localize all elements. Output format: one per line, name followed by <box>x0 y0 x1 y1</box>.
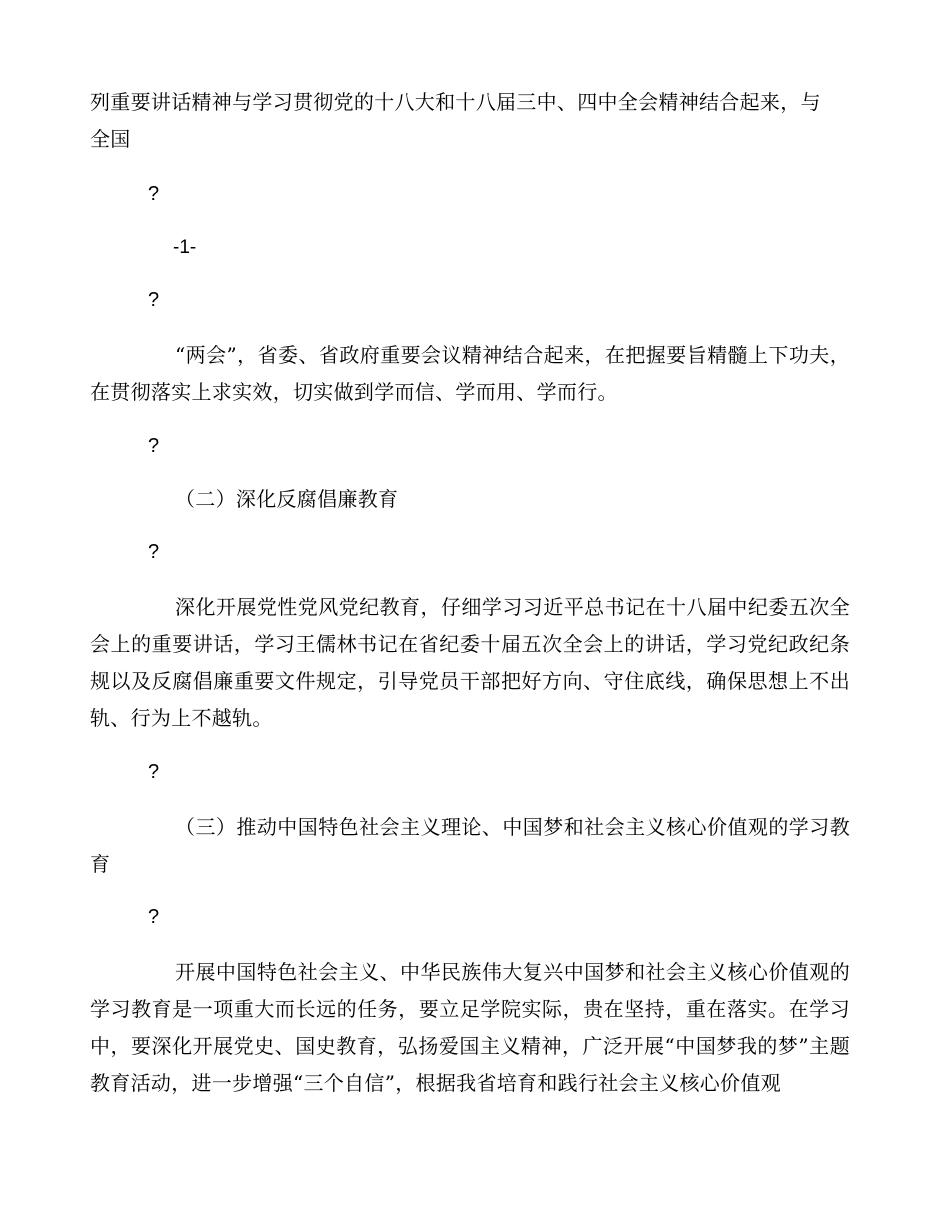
continuation-line-2: 全国 <box>90 127 131 151</box>
paragraph-chinese-dream: 开展中国特色社会主义、中华民族伟大复兴中国梦和社会主义核心价值观的学习教育是一项重大而长远的任务，要立足学院实际，贵在坚持，重在落实。在学习中，要深化开展党史、国史教育，弘扬爱国主义精神，广泛开展“中国梦我的梦”主题教育活动，进一步增强“三个自信”，根据我省培育和践行社会主义核心价值观 <box>90 960 850 1095</box>
page-number: -1- <box>173 237 197 258</box>
placeholder-mark: ? <box>148 435 160 457</box>
section-heading-3: （三）推动中国特色社会主义理论、中国梦和社会主义核心价值观的学习教育 <box>90 815 850 876</box>
placeholder-mark: ? <box>148 289 160 311</box>
placeholder-mark: ? <box>148 183 160 205</box>
continuation-line-1: 列重要讲话精神与学习贯彻党的十八大和十八届三中、四中全会精神结合起来，与 <box>90 90 821 114</box>
paragraph-two-sessions: “两会”，省委、省政府重要会议精神结合起来，在把握要旨精髓上下功夫，在贯彻落实上求实效，切实做到学而信、学而用、学而行。 <box>90 343 850 404</box>
placeholder-mark: ? <box>148 541 160 563</box>
paragraph-anticorruption: 深化开展党性党风党纪教育，仔细学习习近平总书记在十八届中纪委五次全会上的重要讲话，学习王儒林书记在省纪委十届五次全会上的讲话，学习党纪政纪条规以及反腐倡廉重要文件规定，引导党员干部把好方向、守住底线，确保思想上不出轨、行为上不越轨。 <box>90 595 850 730</box>
placeholder-mark: ? <box>148 761 160 783</box>
section-heading-2: （二）深化反腐倡廉教育 <box>175 487 399 511</box>
placeholder-mark: ? <box>148 906 160 928</box>
